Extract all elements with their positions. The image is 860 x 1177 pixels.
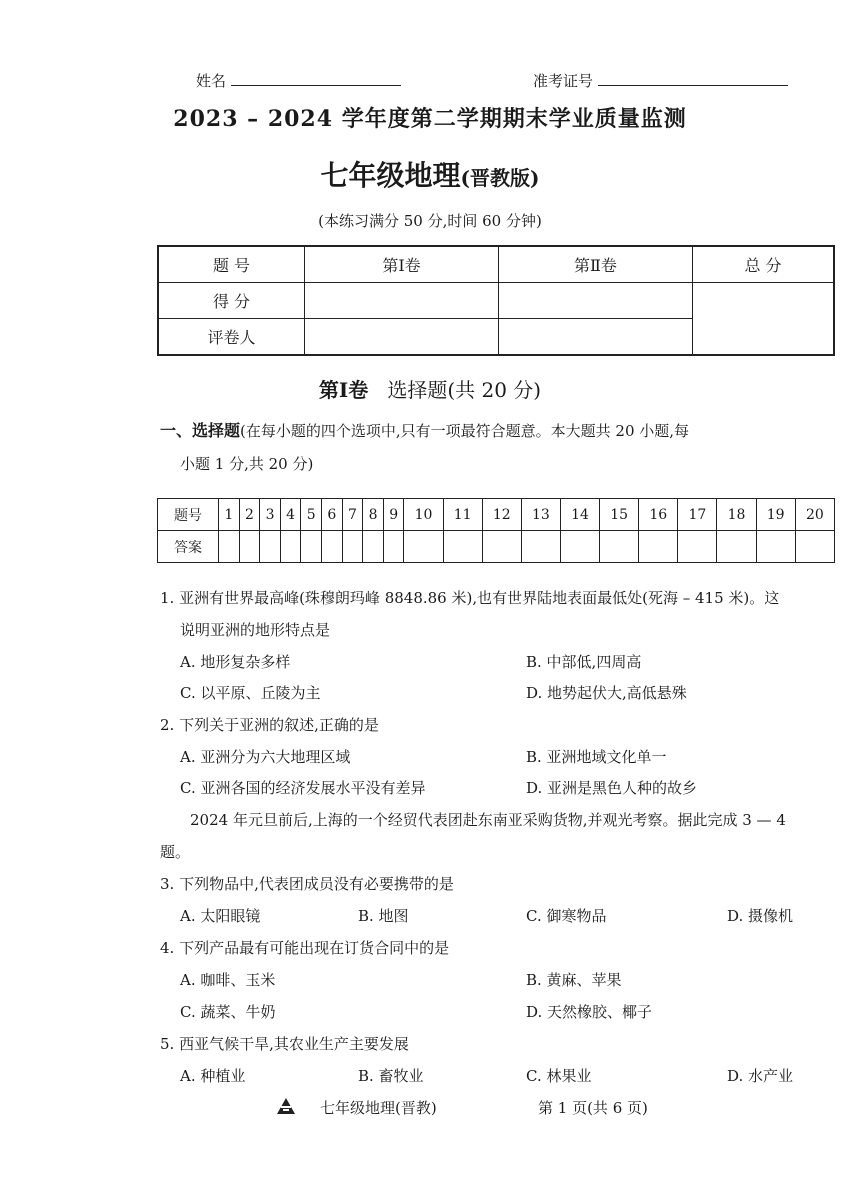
q5-option-d: D. 水产业 bbox=[727, 1067, 794, 1085]
answer-number-cell: 19 bbox=[756, 499, 795, 531]
q5-option-a: A. 种植业 bbox=[180, 1067, 246, 1085]
answer-blank-cell bbox=[600, 531, 639, 563]
q2-stem: 2. 下列关于亚洲的叙述,正确的是 bbox=[160, 716, 379, 734]
q2-option-c: C. 亚洲各国的经济发展水平没有差异 bbox=[180, 779, 426, 797]
answer-row-label-answer: 答案 bbox=[158, 531, 219, 563]
answer-number-cell: 9 bbox=[383, 499, 404, 531]
exam-id-underline bbox=[598, 71, 788, 86]
passage-line1: 2024 年元旦前后,上海的一个经贸代表团赴东南亚采购货物,并观光考察。据此完成 3 — 4 bbox=[190, 811, 786, 829]
answer-blank-row bbox=[158, 531, 835, 563]
instructions-line1: (在每小题的四个选项中,只有一项最符合题意。本大题共 20 小题,每 bbox=[240, 422, 690, 440]
instructions-bold: 一、选择题 bbox=[160, 421, 241, 440]
section-title-rest: 选择题(共 20 分) bbox=[387, 378, 542, 402]
q2-option-a: A. 亚洲分为六大地理区域 bbox=[180, 748, 351, 766]
answer-blank-cell bbox=[560, 531, 599, 563]
score-cell-total bbox=[693, 283, 835, 356]
answer-blank-cell bbox=[363, 531, 384, 563]
q5-option-b: B. 畜牧业 bbox=[358, 1067, 424, 1085]
q4-stem: 4. 下列产品最有可能出现在订货合同中的是 bbox=[160, 939, 450, 957]
answer-number-cell: 20 bbox=[795, 499, 834, 531]
grader-cell-part1 bbox=[305, 319, 499, 356]
score-cell-part1 bbox=[305, 283, 499, 319]
answer-blank-cell bbox=[342, 531, 363, 563]
q4-option-a: A. 咖啡、玉米 bbox=[180, 971, 276, 989]
section-title-bold: 第Ⅰ卷 bbox=[318, 378, 369, 402]
answer-number-cell: 10 bbox=[404, 499, 443, 531]
score-cell-part2 bbox=[499, 283, 693, 319]
answer-table bbox=[157, 498, 835, 563]
answer-number-cell: 13 bbox=[521, 499, 560, 531]
answer-blank-cell bbox=[639, 531, 678, 563]
answer-number-cell: 16 bbox=[639, 499, 678, 531]
answer-number-cell: 3 bbox=[260, 499, 281, 531]
q3-option-d: D. 摄像机 bbox=[727, 907, 794, 925]
q1-option-b: B. 中部低,四周高 bbox=[526, 653, 642, 671]
answer-blank-cell bbox=[482, 531, 521, 563]
q3-option-c: C. 御寒物品 bbox=[526, 907, 607, 925]
answer-blank-cell bbox=[260, 531, 281, 563]
subject-title bbox=[0, 154, 860, 194]
score-header-total: 总 分 bbox=[693, 246, 835, 283]
answer-blank-cell bbox=[322, 531, 343, 563]
q4-option-b: B. 黄麻、苹果 bbox=[526, 971, 622, 989]
q2-option-b: B. 亚洲地域文化单一 bbox=[526, 748, 667, 766]
q3-stem: 3. 下列物品中,代表团成员没有必要携带的是 bbox=[160, 875, 454, 893]
section-title bbox=[0, 374, 860, 403]
answer-number-row bbox=[158, 499, 835, 531]
answer-number-cell: 2 bbox=[239, 499, 260, 531]
q2-option-d: D. 亚洲是黑色人种的故乡 bbox=[526, 779, 698, 797]
answer-number-cell: 8 bbox=[363, 499, 384, 531]
exam-note: (本练习满分 50 分,时间 60 分钟) bbox=[318, 212, 542, 230]
name-field bbox=[196, 70, 401, 91]
answer-number-cell: 4 bbox=[280, 499, 301, 531]
answer-row-label-qnum: 题号 bbox=[158, 499, 219, 531]
answer-number-cell: 17 bbox=[678, 499, 717, 531]
answer-number-cell: 15 bbox=[600, 499, 639, 531]
instructions-line2: 小题 1 分,共 20 分) bbox=[180, 455, 314, 473]
answer-blank-cell bbox=[239, 531, 260, 563]
footer-page-number: 第 1 页(共 6 页) bbox=[538, 1099, 648, 1117]
score-header-part2: 第Ⅱ卷 bbox=[499, 246, 693, 283]
grader-row-label: 评卷人 bbox=[158, 319, 305, 356]
subject-name: 七年级地理 bbox=[320, 159, 461, 192]
q1-stem-line1: 1. 亚洲有世界最高峰(珠穆朗玛峰 8848.86 米),也有世界陆地表面最低处(死海 – 415 米)。这 bbox=[160, 589, 780, 607]
exam-id-label: 准考证号 bbox=[533, 72, 594, 90]
answer-blank-cell bbox=[301, 531, 322, 563]
exam-title: 2023 – 2024 学年度第二学期期末学业质量监测 bbox=[173, 106, 687, 132]
q4-option-d: D. 天然橡胶、椰子 bbox=[526, 1003, 653, 1021]
section-instructions bbox=[160, 418, 689, 441]
q3-option-b: B. 地图 bbox=[358, 907, 409, 925]
answer-number-cell: 1 bbox=[219, 499, 240, 531]
answer-number-cell: 5 bbox=[301, 499, 322, 531]
score-table bbox=[157, 245, 835, 356]
publisher-logo-icon bbox=[276, 1097, 296, 1119]
q1-option-a: A. 地形复杂多样 bbox=[180, 653, 291, 671]
score-row-label: 得 分 bbox=[158, 283, 305, 319]
exam-id-field bbox=[533, 70, 788, 91]
answer-blank-cell bbox=[443, 531, 482, 563]
answer-blank-cell bbox=[678, 531, 717, 563]
answer-blank-cell bbox=[795, 531, 834, 563]
grader-cell-part2 bbox=[499, 319, 693, 356]
answer-blank-cell bbox=[756, 531, 795, 563]
footer-subject: 七年级地理(晋教) bbox=[320, 1099, 437, 1117]
name-label: 姓名 bbox=[196, 72, 227, 90]
q3-option-a: A. 太阳眼镜 bbox=[180, 907, 261, 925]
score-header-qnum: 题 号 bbox=[158, 246, 305, 283]
passage-line2: 题。 bbox=[160, 843, 191, 861]
q4-option-c: C. 蔬菜、牛奶 bbox=[180, 1003, 276, 1021]
answer-number-cell: 7 bbox=[342, 499, 363, 531]
answer-number-cell: 6 bbox=[322, 499, 343, 531]
answer-blank-cell bbox=[219, 531, 240, 563]
answer-number-cell: 14 bbox=[560, 499, 599, 531]
answer-blank-cell bbox=[404, 531, 443, 563]
q1-option-d: D. 地势起伏大,高低悬殊 bbox=[526, 684, 687, 702]
q5-option-c: C. 林果业 bbox=[526, 1067, 592, 1085]
answer-blank-cell bbox=[521, 531, 560, 563]
answer-blank-cell bbox=[280, 531, 301, 563]
q1-stem-line2: 说明亚洲的地形特点是 bbox=[180, 621, 331, 639]
answer-blank-cell bbox=[383, 531, 404, 563]
answer-blank-cell bbox=[717, 531, 756, 563]
answer-number-cell: 18 bbox=[717, 499, 756, 531]
q5-stem: 5. 西亚气候干旱,其农业生产主要发展 bbox=[160, 1035, 409, 1053]
q1-option-c: C. 以平原、丘陵为主 bbox=[180, 684, 321, 702]
answer-number-cell: 12 bbox=[482, 499, 521, 531]
edition-label: (晋教版) bbox=[460, 166, 540, 190]
answer-number-cell: 11 bbox=[443, 499, 482, 531]
score-header-part1: 第Ⅰ卷 bbox=[305, 246, 499, 283]
name-underline bbox=[231, 71, 401, 86]
